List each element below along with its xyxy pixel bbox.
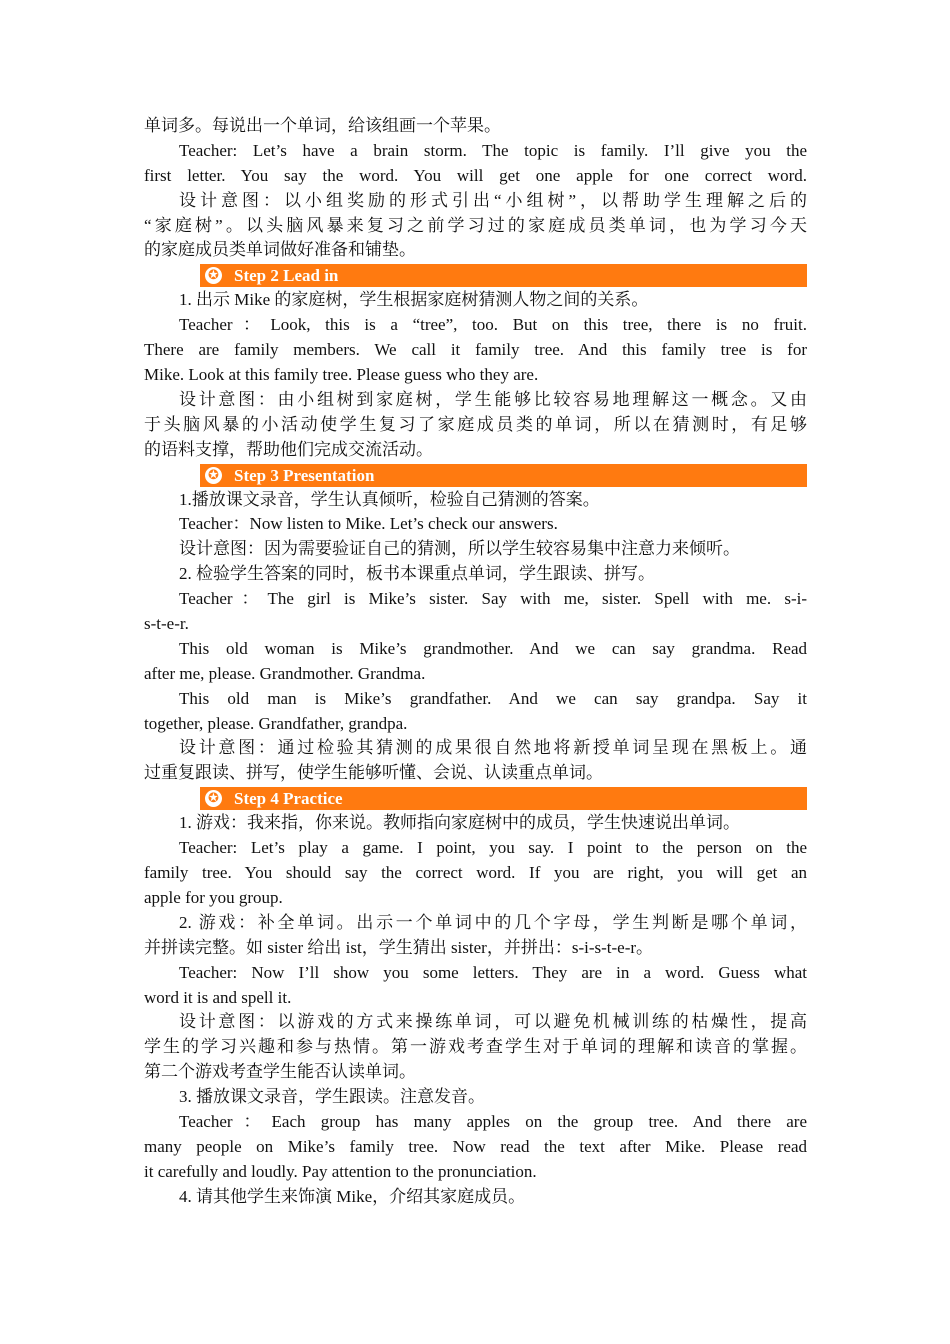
star-circle-icon: ✪ bbox=[205, 467, 222, 484]
text-line: 2. 检验学生答案的同时，板书本课重点单词，学生跟读、拼写。 bbox=[179, 564, 655, 584]
document-page bbox=[144, 114, 807, 1210]
text-line: 单词多。每说出一个单词，给该组画一个苹果。 bbox=[144, 116, 501, 135]
text-line: 2. 游戏：补全单词。出示一个单词中的几个字母，学生判断是哪个单词， bbox=[179, 912, 807, 932]
text-line: 第二个游戏考查学生能否认读单词。 bbox=[144, 1062, 416, 1082]
text-line: Teacher：The girl is Mike’s sister. Say with me, sister. Spell with me. s-i- bbox=[179, 589, 807, 609]
text-line: 并拼读完整。如 sister 给出 ist，学生猜出 sister，并拼出：s-i-s-t-e-r。 bbox=[144, 937, 654, 957]
text-line: family tree. You should say the correct word. If you are right, you will get an bbox=[144, 863, 807, 883]
star-circle-icon: ✪ bbox=[205, 790, 222, 807]
text-line: 的语料支撑，帮助他们完成交流活动。 bbox=[144, 439, 433, 459]
section-title: Step 4 Practice bbox=[234, 789, 343, 809]
text-line: Teacher：Look, this is a “tree”, too. But on this tree, there is no fruit. bbox=[179, 315, 807, 335]
text-line: 设计意图：由小组树到家庭树，学生能够比较容易地理解这一概念。又由 bbox=[179, 389, 807, 409]
text-line: apple for you group. bbox=[144, 887, 283, 907]
text-line: 学生的学习兴趣和参与热情。第一游戏考查学生对于单词的理解和读音的掌握。 bbox=[144, 1037, 807, 1057]
text-line: This old woman is Mike’s grandmother. And we can say grandma. Read bbox=[179, 638, 807, 658]
text-line: 1. 游戏：我来指，你来说。教师指向家庭树中的成员，学生快速说出单词。 bbox=[179, 813, 740, 833]
section-header-step-2 bbox=[200, 264, 807, 287]
text-line: 1. 出示 Mike 的家庭树，学生根据家庭树猜测人物之间的关系。 bbox=[179, 290, 649, 310]
text-line: 过重复跟读、拼写，使学生能够听懂、会说、认读重点单词。 bbox=[144, 763, 603, 783]
text-line: first letter. You say the word. You will get one apple for one correct word. bbox=[144, 165, 807, 185]
text-line: 设计意图：以小组奖励的形式引出“小组树”，以帮助学生理解之后的 bbox=[179, 190, 807, 210]
text-line: many people on Mike’s family tree. Now read the text after Mike. Please read bbox=[144, 1136, 807, 1156]
text-line: Teacher: Let’s have a brain storm. The topic is family. I’ll give you the bbox=[179, 140, 807, 160]
text-line: Teacher: Now I’ll show you some letters. They are in a word. Guess what bbox=[179, 962, 807, 982]
text-line: 于头脑风暴的小活动使学生复习了家庭成员类的单词，所以在猜测时，有足够 bbox=[144, 414, 807, 434]
text-line: it carefully and loudly. Pay attention to the pronunciation. bbox=[144, 1161, 537, 1181]
text-line: There are family members. We call it family tree. And this family tree is for bbox=[144, 340, 807, 360]
text-line: Teacher：Now listen to Mike. Let’s check our answers. bbox=[179, 514, 558, 534]
text-line: Teacher：Each group has many apples on the group tree. And there are bbox=[179, 1111, 807, 1131]
text-line: 3. 播放课文录音，学生跟读。注意发音。 bbox=[179, 1087, 485, 1107]
star-circle-icon: ✪ bbox=[205, 267, 222, 284]
text-line: s-t-e-r. bbox=[144, 614, 189, 634]
text-line: 的家庭成员类单词做好准备和铺垫。 bbox=[144, 240, 416, 260]
text-line: “家庭树”。以头脑风暴来复习之前学习过的家庭成员类单词，也为学习今天 bbox=[144, 215, 807, 235]
text-line: 设计意图：以游戏的方式来操练单词，可以避免机械训练的枯燥性，提高 bbox=[179, 1012, 807, 1032]
text-line: 设计意图：因为需要验证自己的猜测，所以学生较容易集中注意力来倾听。 bbox=[179, 539, 740, 559]
section-title: Step 2 Lead in bbox=[234, 266, 339, 286]
text-line: Mike. Look at this family tree. Please guess who they are. bbox=[144, 365, 539, 385]
text-line: word it is and spell it. bbox=[144, 987, 292, 1007]
text-line: after me, please. Grandmother. Grandma. bbox=[144, 663, 426, 683]
text-line: Teacher: Let’s play a game. I point, you say. I point to the person on the bbox=[179, 838, 807, 858]
text-line: together, please. Grandfather, grandpa. bbox=[144, 713, 408, 733]
section-header-step-4 bbox=[200, 787, 807, 810]
text-line: This old man is Mike’s grandfather. And we can say grandpa. Say it bbox=[179, 688, 807, 708]
text-line: 1.播放课文录音，学生认真倾听，检验自己猜测的答案。 bbox=[179, 489, 600, 509]
text-line: 4. 请其他学生来饰演 Mike，介绍其家庭成员。 bbox=[179, 1186, 526, 1206]
section-title: Step 3 Presentation bbox=[234, 465, 375, 485]
text-line: 设计意图：通过检验其猜测的成果很自然地将新授单词呈现在黑板上。通 bbox=[179, 738, 807, 758]
section-header-step-3 bbox=[200, 464, 807, 487]
